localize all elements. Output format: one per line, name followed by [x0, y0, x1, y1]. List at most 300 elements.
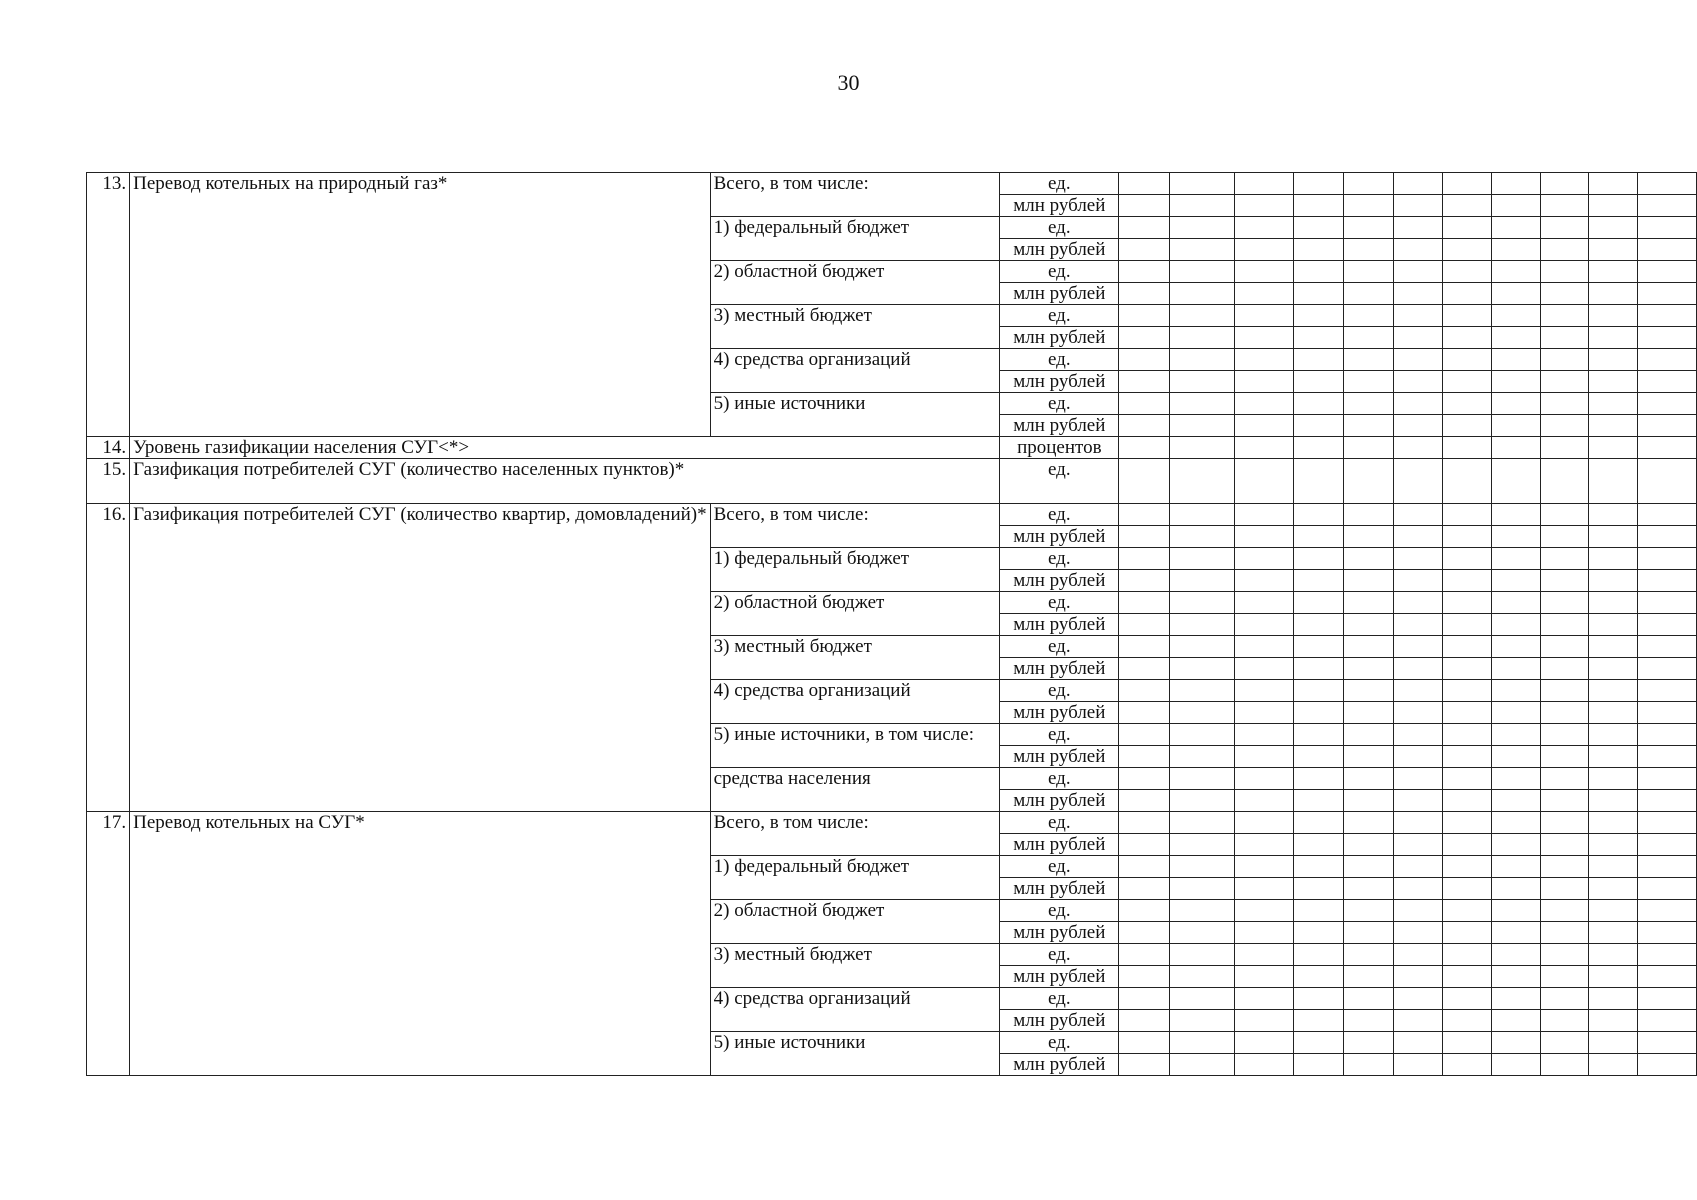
funding-source: средства населения: [710, 768, 1000, 812]
value-cell: [1344, 283, 1394, 305]
value-cell: [1491, 261, 1540, 283]
value-cell: [1491, 636, 1540, 658]
value-cell: [1638, 504, 1697, 526]
value-cell: [1589, 305, 1638, 327]
value-cell: [1589, 173, 1638, 195]
value-cell: [1442, 283, 1491, 305]
value-cell: [1540, 459, 1589, 504]
value-cell: [1344, 173, 1394, 195]
value-cell: [1491, 393, 1540, 415]
value-cell: [1293, 526, 1344, 548]
value-cell: [1540, 768, 1589, 790]
value-cell: [1589, 1054, 1638, 1076]
value-cell: [1638, 1010, 1697, 1032]
value-cell: [1235, 834, 1294, 856]
value-cell: [1589, 768, 1638, 790]
unit-cell: ед.: [1000, 988, 1119, 1010]
unit-cell: ед.: [1000, 548, 1119, 570]
value-cell: [1491, 504, 1540, 526]
value-cell: [1491, 702, 1540, 724]
value-cell: [1235, 746, 1294, 768]
value-cell: [1170, 195, 1235, 217]
value-cell: [1442, 459, 1491, 504]
value-cell: [1589, 349, 1638, 371]
value-cell: [1393, 1054, 1442, 1076]
value-cell: [1170, 856, 1235, 878]
value-cell: [1393, 261, 1442, 283]
value-cell: [1293, 371, 1344, 393]
unit-cell: ед.: [1000, 812, 1119, 834]
value-cell: [1344, 680, 1394, 702]
unit-cell: млн рублей: [1000, 570, 1119, 592]
value-cell: [1589, 658, 1638, 680]
value-cell: [1344, 548, 1394, 570]
value-cell: [1638, 812, 1697, 834]
value-cell: [1589, 944, 1638, 966]
value-cell: [1638, 834, 1697, 856]
value-cell: [1589, 261, 1638, 283]
value-cell: [1170, 812, 1235, 834]
value-cell: [1235, 283, 1294, 305]
value-cell: [1589, 1032, 1638, 1054]
row-name: Уровень газификации населения СУГ<*>: [130, 437, 1000, 459]
value-cell: [1491, 878, 1540, 900]
value-cell: [1491, 680, 1540, 702]
value-cell: [1170, 922, 1235, 944]
value-cell: [1235, 327, 1294, 349]
funding-source: 3) местный бюджет: [710, 636, 1000, 680]
value-cell: [1235, 812, 1294, 834]
value-cell: [1442, 1032, 1491, 1054]
value-cell: [1119, 922, 1170, 944]
value-cell: [1540, 746, 1589, 768]
value-cell: [1638, 173, 1697, 195]
value-cell: [1293, 812, 1344, 834]
value-cell: [1344, 878, 1394, 900]
value-cell: [1491, 1054, 1540, 1076]
value-cell: [1235, 459, 1294, 504]
value-cell: [1491, 570, 1540, 592]
value-cell: [1589, 415, 1638, 437]
value-cell: [1638, 966, 1697, 988]
value-cell: [1344, 702, 1394, 724]
unit-cell: млн рублей: [1000, 526, 1119, 548]
value-cell: [1344, 393, 1394, 415]
value-cell: [1119, 702, 1170, 724]
value-cell: [1589, 680, 1638, 702]
value-cell: [1119, 239, 1170, 261]
value-cell: [1540, 305, 1589, 327]
value-cell: [1119, 812, 1170, 834]
page-number: 30: [837, 70, 860, 95]
value-cell: [1540, 988, 1589, 1010]
value-cell: [1491, 790, 1540, 812]
value-cell: [1589, 922, 1638, 944]
value-cell: [1119, 371, 1170, 393]
value-cell: [1293, 570, 1344, 592]
value-cell: [1170, 702, 1235, 724]
value-cell: [1344, 1054, 1394, 1076]
value-cell: [1170, 900, 1235, 922]
value-cell: [1170, 239, 1235, 261]
funding-source: 1) федеральный бюджет: [710, 548, 1000, 592]
value-cell: [1393, 526, 1442, 548]
value-cell: [1393, 592, 1442, 614]
funding-source: Всего, в том числе:: [710, 812, 1000, 856]
value-cell: [1170, 305, 1235, 327]
value-cell: [1442, 614, 1491, 636]
value-cell: [1344, 724, 1394, 746]
value-cell: [1442, 415, 1491, 437]
funding-source: 2) областной бюджет: [710, 592, 1000, 636]
value-cell: [1235, 922, 1294, 944]
value-cell: [1293, 768, 1344, 790]
funding-source: 4) средства организаций: [710, 680, 1000, 724]
unit-cell: млн рублей: [1000, 834, 1119, 856]
unit-cell: млн рублей: [1000, 966, 1119, 988]
value-cell: [1393, 393, 1442, 415]
value-cell: [1491, 1032, 1540, 1054]
table-row: [87, 812, 1697, 834]
value-cell: [1344, 768, 1394, 790]
value-cell: [1491, 746, 1540, 768]
value-cell: [1344, 966, 1394, 988]
value-cell: [1119, 217, 1170, 239]
value-cell: [1235, 239, 1294, 261]
value-cell: [1638, 1054, 1697, 1076]
value-cell: [1293, 658, 1344, 680]
value-cell: [1638, 724, 1697, 746]
value-cell: [1540, 173, 1589, 195]
value-cell: [1393, 570, 1442, 592]
unit-cell: млн рублей: [1000, 614, 1119, 636]
value-cell: [1442, 702, 1491, 724]
value-cell: [1393, 327, 1442, 349]
value-cell: [1293, 217, 1344, 239]
value-cell: [1589, 856, 1638, 878]
value-cell: [1235, 988, 1294, 1010]
value-cell: [1491, 437, 1540, 459]
value-cell: [1442, 834, 1491, 856]
value-cell: [1442, 944, 1491, 966]
value-cell: [1589, 834, 1638, 856]
value-cell: [1119, 900, 1170, 922]
funding-source: Всего, в том числе:: [710, 173, 1000, 217]
value-cell: [1442, 988, 1491, 1010]
value-cell: [1638, 217, 1697, 239]
value-cell: [1589, 437, 1638, 459]
value-cell: [1540, 812, 1589, 834]
value-cell: [1638, 592, 1697, 614]
unit-cell: ед.: [1000, 504, 1119, 526]
value-cell: [1491, 592, 1540, 614]
value-cell: [1442, 680, 1491, 702]
value-cell: [1293, 944, 1344, 966]
value-cell: [1119, 283, 1170, 305]
value-cell: [1540, 900, 1589, 922]
value-cell: [1235, 526, 1294, 548]
value-cell: [1442, 217, 1491, 239]
value-cell: [1293, 702, 1344, 724]
value-cell: [1638, 658, 1697, 680]
value-cell: [1540, 349, 1589, 371]
value-cell: [1540, 239, 1589, 261]
value-cell: [1491, 415, 1540, 437]
value-cell: [1344, 834, 1394, 856]
value-cell: [1235, 305, 1294, 327]
value-cell: [1119, 966, 1170, 988]
value-cell: [1119, 305, 1170, 327]
value-cell: [1393, 1032, 1442, 1054]
value-cell: [1170, 526, 1235, 548]
value-cell: [1170, 415, 1235, 437]
value-cell: [1293, 173, 1344, 195]
value-cell: [1235, 371, 1294, 393]
value-cell: [1170, 173, 1235, 195]
value-cell: [1442, 768, 1491, 790]
value-cell: [1119, 790, 1170, 812]
value-cell: [1119, 724, 1170, 746]
value-cell: [1589, 393, 1638, 415]
value-cell: [1638, 526, 1697, 548]
value-cell: [1491, 812, 1540, 834]
row-name: Перевод котельных на природный газ*: [130, 173, 710, 437]
value-cell: [1393, 900, 1442, 922]
value-cell: [1540, 327, 1589, 349]
unit-cell: млн рублей: [1000, 327, 1119, 349]
value-cell: [1491, 526, 1540, 548]
value-cell: [1293, 592, 1344, 614]
value-cell: [1119, 988, 1170, 1010]
funding-source: 2) областной бюджет: [710, 261, 1000, 305]
value-cell: [1589, 239, 1638, 261]
value-cell: [1235, 504, 1294, 526]
value-cell: [1235, 856, 1294, 878]
value-cell: [1235, 1032, 1294, 1054]
value-cell: [1540, 371, 1589, 393]
unit-cell: ед.: [1000, 173, 1119, 195]
value-cell: [1344, 988, 1394, 1010]
value-cell: [1344, 746, 1394, 768]
value-cell: [1170, 944, 1235, 966]
value-cell: [1638, 856, 1697, 878]
value-cell: [1491, 1010, 1540, 1032]
value-cell: [1119, 459, 1170, 504]
value-cell: [1540, 592, 1589, 614]
value-cell: [1540, 548, 1589, 570]
value-cell: [1638, 548, 1697, 570]
value-cell: [1540, 526, 1589, 548]
value-cell: [1442, 239, 1491, 261]
value-cell: [1119, 834, 1170, 856]
value-cell: [1393, 636, 1442, 658]
value-cell: [1540, 504, 1589, 526]
value-cell: [1540, 283, 1589, 305]
value-cell: [1344, 415, 1394, 437]
value-cell: [1293, 878, 1344, 900]
value-cell: [1540, 724, 1589, 746]
value-cell: [1293, 548, 1344, 570]
value-cell: [1119, 592, 1170, 614]
value-cell: [1235, 592, 1294, 614]
value-cell: [1491, 327, 1540, 349]
value-cell: [1344, 195, 1394, 217]
value-cell: [1119, 944, 1170, 966]
row-name: Газификация потребителей СУГ (количество населенных пунктов)*: [130, 459, 1000, 504]
unit-cell: ед.: [1000, 459, 1119, 504]
unit-cell: ед.: [1000, 305, 1119, 327]
value-cell: [1491, 349, 1540, 371]
value-cell: [1393, 746, 1442, 768]
value-cell: [1540, 261, 1589, 283]
value-cell: [1293, 305, 1344, 327]
value-cell: [1638, 327, 1697, 349]
value-cell: [1589, 195, 1638, 217]
value-cell: [1393, 878, 1442, 900]
value-cell: [1442, 349, 1491, 371]
value-cell: [1119, 636, 1170, 658]
value-cell: [1442, 327, 1491, 349]
value-cell: [1442, 173, 1491, 195]
value-cell: [1589, 526, 1638, 548]
value-cell: [1491, 195, 1540, 217]
value-cell: [1442, 966, 1491, 988]
table-row: [87, 504, 1697, 526]
value-cell: [1170, 768, 1235, 790]
value-cell: [1393, 724, 1442, 746]
value-cell: [1393, 305, 1442, 327]
row-name: Газификация потребителей СУГ (количество квартир, домовладений)*: [130, 504, 710, 812]
indicator-table: [86, 172, 1697, 1076]
funding-source: 5) иные источники: [710, 393, 1000, 437]
value-cell: [1491, 966, 1540, 988]
value-cell: [1540, 702, 1589, 724]
value-cell: [1540, 944, 1589, 966]
value-cell: [1638, 746, 1697, 768]
value-cell: [1170, 437, 1235, 459]
value-cell: [1293, 1054, 1344, 1076]
value-cell: [1442, 790, 1491, 812]
value-cell: [1344, 658, 1394, 680]
value-cell: [1119, 680, 1170, 702]
value-cell: [1235, 724, 1294, 746]
value-cell: [1540, 614, 1589, 636]
value-cell: [1589, 570, 1638, 592]
value-cell: [1442, 900, 1491, 922]
value-cell: [1638, 195, 1697, 217]
value-cell: [1293, 636, 1344, 658]
value-cell: [1442, 592, 1491, 614]
value-cell: [1589, 1010, 1638, 1032]
value-cell: [1170, 614, 1235, 636]
value-cell: [1540, 195, 1589, 217]
value-cell: [1344, 459, 1394, 504]
value-cell: [1293, 790, 1344, 812]
value-cell: [1491, 371, 1540, 393]
value-cell: [1293, 614, 1344, 636]
value-cell: [1170, 327, 1235, 349]
value-cell: [1442, 570, 1491, 592]
value-cell: [1638, 459, 1697, 504]
value-cell: [1638, 988, 1697, 1010]
value-cell: [1491, 922, 1540, 944]
value-cell: [1393, 459, 1442, 504]
value-cell: [1491, 658, 1540, 680]
value-cell: [1344, 790, 1394, 812]
value-cell: [1638, 239, 1697, 261]
value-cell: [1293, 415, 1344, 437]
value-cell: [1393, 217, 1442, 239]
value-cell: [1344, 1032, 1394, 1054]
value-cell: [1119, 415, 1170, 437]
value-cell: [1589, 724, 1638, 746]
value-cell: [1442, 371, 1491, 393]
value-cell: [1119, 614, 1170, 636]
value-cell: [1170, 834, 1235, 856]
value-cell: [1540, 878, 1589, 900]
value-cell: [1293, 504, 1344, 526]
funding-source: 4) средства организаций: [710, 988, 1000, 1032]
value-cell: [1235, 790, 1294, 812]
value-cell: [1235, 658, 1294, 680]
value-cell: [1235, 614, 1294, 636]
value-cell: [1638, 680, 1697, 702]
value-cell: [1491, 856, 1540, 878]
value-cell: [1638, 900, 1697, 922]
value-cell: [1393, 812, 1442, 834]
value-cell: [1293, 746, 1344, 768]
value-cell: [1344, 592, 1394, 614]
value-cell: [1119, 195, 1170, 217]
unit-cell: млн рублей: [1000, 922, 1119, 944]
value-cell: [1589, 900, 1638, 922]
value-cell: [1638, 768, 1697, 790]
value-cell: [1170, 393, 1235, 415]
value-cell: [1344, 217, 1394, 239]
row-number: 16.: [87, 504, 130, 812]
row-number: 17.: [87, 812, 130, 1076]
value-cell: [1491, 944, 1540, 966]
value-cell: [1293, 459, 1344, 504]
value-cell: [1540, 1010, 1589, 1032]
value-cell: [1491, 173, 1540, 195]
row-number: 15.: [87, 459, 130, 504]
value-cell: [1540, 658, 1589, 680]
value-cell: [1540, 856, 1589, 878]
value-cell: [1119, 393, 1170, 415]
value-cell: [1638, 371, 1697, 393]
value-cell: [1119, 746, 1170, 768]
value-cell: [1589, 217, 1638, 239]
value-cell: [1344, 636, 1394, 658]
unit-cell: млн рублей: [1000, 658, 1119, 680]
value-cell: [1293, 261, 1344, 283]
value-cell: [1393, 658, 1442, 680]
value-cell: [1589, 812, 1638, 834]
value-cell: [1235, 548, 1294, 570]
funding-source: 3) местный бюджет: [710, 944, 1000, 988]
value-cell: [1170, 592, 1235, 614]
value-cell: [1393, 415, 1442, 437]
value-cell: [1393, 437, 1442, 459]
unit-cell: ед.: [1000, 1032, 1119, 1054]
value-cell: [1170, 878, 1235, 900]
value-cell: [1293, 680, 1344, 702]
value-cell: [1638, 349, 1697, 371]
value-cell: [1235, 261, 1294, 283]
value-cell: [1540, 570, 1589, 592]
value-cell: [1293, 1010, 1344, 1032]
